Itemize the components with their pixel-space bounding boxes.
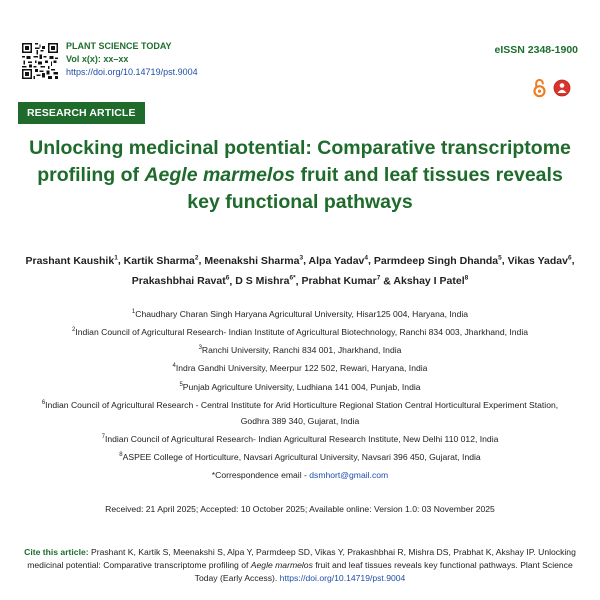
author: Prakashbhai Ravat$^6$ [131, 274, 230, 287]
eissn: eISSN 2348-1900 [494, 44, 578, 56]
citation-doi-link[interactable]: https://doi.org/10.14719/pst.9004 [279, 573, 406, 583]
author: Prabhat Kumar$^7$ [301, 274, 381, 287]
affiliation: $^5$Punjab Agriculture University, Ludhiana 141 004, Punjab, India [179, 381, 421, 392]
doi-link[interactable]: https://doi.org/10.14719/pst.9004 [66, 67, 198, 77]
article-type-banner: RESEARCH ARTICLE [18, 102, 145, 124]
author-list: Prashant Kaushik$^1$, Kartik Sharma$^2$, Meenakshi Sharma$^3$, Alpa Yadav$^4$, Parmdeep Singh Dhanda$^5$, Vikas Yadav$^6$, Prakashbhai Ravat$^6$, D S Mishra$^{6*}$, Prabhat Kumar$^7$ & Akshay I Patel$^8$ [25, 254, 575, 287]
title-part-2: fruit and leaf tissues reveals key functional pathways [187, 164, 563, 213]
affiliation: $^7$Indian Council of Agricultural Research- Indian Agricultural Research Institute, New Delhi 110 012, India [101, 434, 499, 445]
author: Vikas Yadav$^6$ [507, 254, 572, 267]
open-access-icon[interactable] [533, 78, 546, 98]
title-part-1: Unlocking medicinal potential: Comparative transcriptome profiling of [29, 137, 571, 186]
journal-name: PLANT SCIENCE TODAY [66, 41, 172, 51]
volume-info: Vol x(x): xx–xx [66, 54, 129, 64]
journal-info [66, 40, 198, 79]
correspondence-email[interactable]: dsmhort@gmail.com [309, 470, 389, 480]
author: Akshay I Patel$^8$ [393, 274, 469, 287]
affiliation: $^4$Indra Gandhi University, Meerpur 122 502, Rewari, Haryana, India [172, 363, 428, 374]
creative-commons-icon[interactable] [553, 79, 571, 97]
affiliation: $^6$Indian Council of Agricultural Research - Central Institute for Arid Horticulture Regional Station Central Horticultural Experiment Station, Godhra 389 340, Gujarat, India [41, 399, 559, 426]
author: Alpa Yadav$^4$ [308, 254, 369, 267]
correspondence-label: *Correspondence email - [211, 470, 310, 480]
citation-text-end: fruit and leaf tissues reveals key functional pathways. Plant Science Today (Early Access). [194, 560, 573, 583]
article-dates: Received: 21 April 2025; Accepted: 10 October 2025; Available online: Version 1.0: 03 November 2025 [105, 504, 495, 514]
citation-species: Aegle marmelos [250, 560, 313, 570]
author: Parmdeep Singh Dhanda$^5$ [373, 254, 502, 267]
author: D S Mishra$^{6*}$ [235, 274, 296, 287]
article-title [20, 135, 580, 216]
qr-code-icon [22, 43, 58, 79]
affiliation-list [40, 304, 560, 466]
citation-text: Prashant K, Kartik S, Meenakshi S, Alpa Y, Parmdeep SD, Vikas Y, Prakashbhai R, Mishra DS, Prabhat K, Akshay IP. Unlocking medicinal potential: Comparative transcriptome profiling of [27, 547, 576, 570]
citation [22, 546, 578, 585]
affiliation: $^1$Chaudhary Charan Singh Haryana Agricultural University, Hisar125 004, Haryana, India [131, 308, 469, 319]
citation-label: Cite this article: [24, 547, 89, 557]
affiliation: $^8$ASPEE College of Horticulture, Navsari Agricultural University, Navsari 396 450, Gujarat, India [119, 452, 481, 463]
title-species: Aegle marmelos [144, 164, 296, 186]
author: Meenakshi Sharma$^3$ [204, 254, 304, 267]
author: Kartik Sharma$^2$ [123, 254, 199, 267]
author: Prashant Kaushik$^1$ [25, 254, 118, 267]
affiliation: $^2$Indian Council of Agricultural Research- Indian Institute of Agricultural Biotechnology, Ranchi 834 003, Jharkhand, India [71, 327, 529, 338]
correspondence [0, 470, 600, 480]
affiliation: $^3$Ranchi University, Ranchi 834 001, Jharkhand, India [198, 345, 402, 356]
